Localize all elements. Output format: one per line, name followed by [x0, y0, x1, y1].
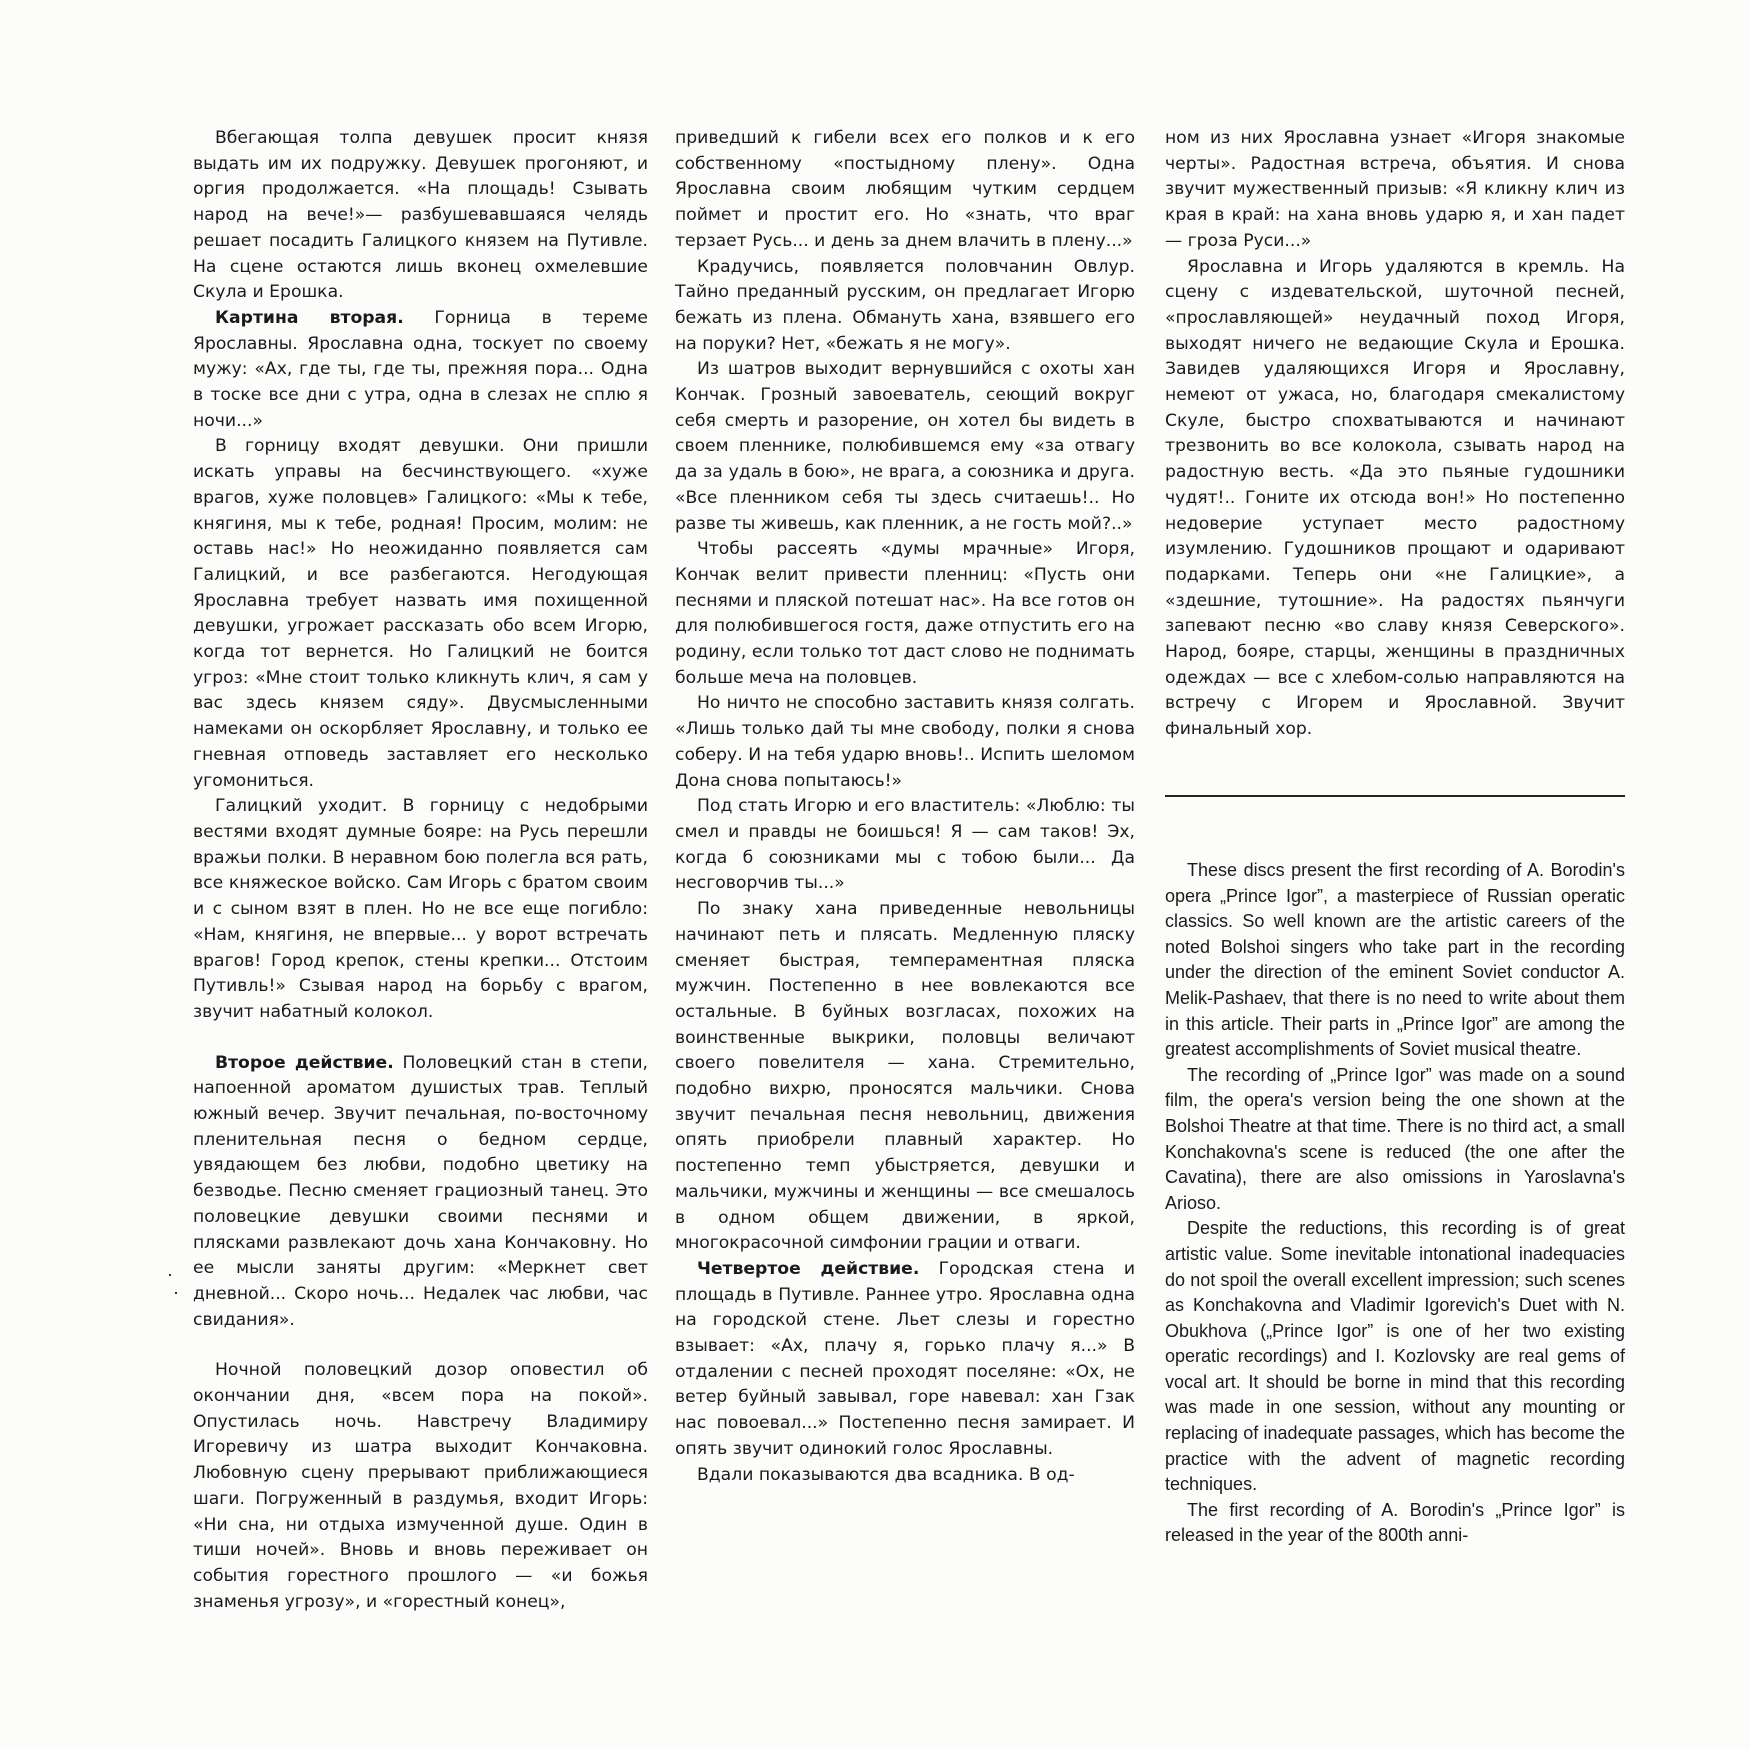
print-speck	[175, 1292, 177, 1294]
paragraph: Из шатров выходит вернувшийся с охоты хан Кончак. Грозный завоеватель, сеющий вокруг себя смерть и разорение, он хотел бы видеть в своем пленнике, полюбившемся ему «за отвагу да за удаль в бою», не врага, а союзника и друга. «Все пленником себя ты здесь считаешь!.. Но разве ты живешь, как пленник, а не гость мой?..»	[675, 359, 1135, 534]
act-heading: Четвертое действие.	[697, 1258, 920, 1279]
paragraph: These discs present the first recording of A. Borodin's opera „Prince Igor”, a masterpiece of Russian operatic classics. So well known are the artistic careers of the noted Bolshoi singers who take part in the recording under the direction of the eminent Soviet conductor A. Melik-Pashaev, that there is no need to write about them in this article. Their parts in „Prince Igor” are among the greatest accomplishments of Soviet musical theatre.	[1165, 860, 1625, 1060]
paragraph: Despite the reductions, this recording is of great artistic value. Some inevitable intonational inadequacies do not spoil the overall excellent impression; such scenes as Konchakovna and Vladimir Igorevich's Duet with N. Obukhova („Prince Igor” is one of her two existing operatic recordings) and I. Kozlovsky are real gems of vocal art. It should be borne in mind that this recording was made in one session, without any mounting or replacing of inadequate passages, which has become the practice with the advent of magnetic recording techniques.	[1165, 1218, 1625, 1495]
act-heading: Второе действие.	[215, 1052, 394, 1073]
paragraph: The recording of „Prince Igor” was made on a sound film, the opera's version being the one shown at the Bolshoi Theatre at that time. There is no third act, a small Konchakovna's scene is reduced (the one after the Cavatina), there are also omissions in Yaroslavna's Arioso.	[1165, 1064, 1625, 1213]
paragraph: The first recording of A. Borodin's „Prince Igor” is released in the year of the 800th anni-	[1165, 1499, 1625, 1546]
english-summary	[1165, 858, 1625, 1549]
paragraph: Ярославна и Игорь удаляются в кремль. На сцену с издевательской, шуточной песней, «прославляющей» неудачный поход Игоря, выходят ничего не ведающие Скула и Ерошка. Завидев удаляющихся Игоря и Ярославну, немеют от ужаса, но, благодаря смекалистому Скуле, быстро спохватываются и начинают трезвонить во все колокола, сзывать народ на радостную весть. «Да это пьяные гудошники чудят!.. Гоните их отсюда вон!» Но постепенно недоверие уступает место радостному изумлению. Гудошников прощают и одаривают подарками. Теперь они «не Галицкие», а «здешние, тутошние». На радостях пьянчуги запевают песню «во славу князя Северского». Народ, бояре, старцы, женщины в праздничных одеждах — все с хлебом-солью направляются на встречу с Игорем и Ярославной. Звучит финальный хор.	[1165, 256, 1625, 740]
paragraph: ном из них Ярославна узнает «Игоря знакомые черты». Радостная встреча, объятия. И снова звучит мужественный призыв: «Я кликну клич из края в край: на хана вновь ударю я, и хан падет — гроза Руси...»	[1165, 128, 1625, 251]
paragraph: Ночной половецкий дозор оповестил об окончании дня, «всем пора на покой». Опустилась ночь. Навстречу Владимиру Игоревичу из шатра выходит Кончаковна. Любовную сцену прерывают приближающиеся шаги. Погруженный в раздумья, входит Игорь: «Ни сна, ни отдыха измученной душе. Один в тиши ночей». Вновь и вновь переживает он события горестного прошлого — «и божья знаменья угрозу», и «горестный конец»,	[193, 1360, 648, 1612]
section-divider	[1165, 795, 1625, 797]
russian-column-1	[193, 126, 648, 1615]
paragraph: Вдали показываются два всадника. В од-	[697, 1464, 1075, 1485]
paragraph: Под стать Игорю и его властитель: «Люблю: ты смел и правды не боишься! Я — сам таков! Эх, когда б союзниками мы с тобою были... Да несговорчив ты...»	[675, 796, 1135, 894]
paragraph: Крадучись, появляется половчанин Овлур. Тайно преданный русским, он предлагает Игорю бежать из плена. Обмануть хана, взявшего его на поруки? Нет, «бежать я не могу».	[675, 256, 1135, 354]
paragraph: Галицкий уходит. В горницу с недобрыми вестями входят думные бояре: на Русь перешли вражьи полки. В неравном бою полегла вся рать, все княжеское войско. Сам Игорь с братом своим и с сыном взят в плен. Но не все еще погибло: «Нам, княгиня, не впервые... у ворот встречать врагов! Город крепок, стены крепки... Отстоим Путивль!» Сзывая народ на борьбу с врагом, звучит набатный колокол.	[193, 796, 648, 1022]
scene-heading: Картина вторая.	[215, 307, 404, 328]
russian-column-2	[675, 126, 1135, 1488]
russian-column-3	[1165, 126, 1625, 743]
print-speck	[169, 1274, 171, 1276]
paragraph: Чтобы рассеять «думы мрачные» Игоря, Кончак велит привести пленниц: «Пусть они песнями и пляской потешат нас». На все готов он для полюбившегося гостя, даже отпустить его на родину, если только тот даст слово не поднимать больше меча на половцев.	[675, 539, 1135, 688]
paragraph: Вбегающая толпа девушек просит князя выдать им их подружку. Девушек прогоняют, и оргия продолжается. «На площадь! Сзывать народ на вече!»— разбушевавшаяся челядь решает посадить Галицкого князем на Путивле. На сцене остаются лишь вконец охмелевшие Скула и Ерошка.	[193, 128, 648, 303]
paragraph: Второе действие. Половецкий стан в степи, напоенной ароматом душистых трав. Теплый южный вечер. Звучит печальная, по-восточному пленительная песня о бедном сердце, увядающем без любви, подобно цветику на безводье. Песню сменяет грациозный танец. Это половецкие девушки своими песнями и плясками развлекают дочь хана Кончаковну. Но ее мысли заняты другим: «Меркнет свет дневной... Скоро ночь... Недалек час любви, час свидания».	[193, 1052, 648, 1330]
paragraph: приведший к гибели всех его полков и к его собственному «постыдному плену». Одна Ярославна своим любящим чутким сердцем поймет и простит его. Но «знать, что враг терзает Русь... и день за днем влачить в плену...»	[675, 128, 1135, 251]
paragraph: По знаку хана приведенные невольницы начинают петь и плясать. Медленную пляску сменяет быстрая, темпераментная пляска мужчин. Постепенно в нее вовлекаются все остальные. В буйных возгласах, похожих на воинственные выкрики, половцы величают своего повелителя — хана. Стремительно, подобно вихрю, проносятся мальчики. Снова звучит печальная песня невольниц, движения опять приобрели плавный характер. Но постепенно темп убыстряется, девушки и мальчики, мужчины и женщины — все смешалось в одном общем движении, в яркой, многокрасочной симфонии грации и отваги.	[675, 899, 1135, 1254]
paragraph: В горницу входят девушки. Они пришли искать управы на бесчинствующего. «хуже врагов, хуже половцев» Галицкого: «Мы к тебе, княгиня, мы к тебе, родная! Просим, молим: не оставь нас!» Но неожиданно появляется сам Галицкий, и все разбегаются. Негодующая Ярославна требует назвать имя похищенной девушки, угрожает рассказать обо всем Игорю, когда тот вернется. Но Галицкий не боится угроз: «Мне стоит только кликнуть клич, я сам у вас здесь князем сяду». Двусмысленными намеками он оскорбляет Ярославну, и только ее гневная отповедь заставляет его несколько угомониться.	[193, 436, 648, 791]
paragraph: Но ничто не способно заставить князя солгать. «Лишь только дай ты мне свободу, полки я снова соберу. И на тебя ударю вновь!.. Испить шеломом Дона снова попытаюсь!»	[675, 693, 1135, 791]
paragraph: Картина вторая. Горница в тереме Ярославны. Ярославна одна, тоскует по своему мужу: «Ах, где ты, где ты, прежняя пора... Одна в тоске все дни с утра, одна в слезах не сплю я ночи...»	[193, 307, 648, 431]
paragraph: Четвертое действие. Городская стена и площадь в Путивле. Раннее утро. Ярославна одна на городской стене. Льет слезы и горестно взывает: «Ах, плачу я, горько плачу я...» В отдалении с песней проходят поселяне: «Ох, не ветер буйный завывал, горе навевал: хан Гзак нас повоевал...» Постепенно песня замирает. И опять звучит одинокий голос Ярославны.	[675, 1258, 1135, 1459]
